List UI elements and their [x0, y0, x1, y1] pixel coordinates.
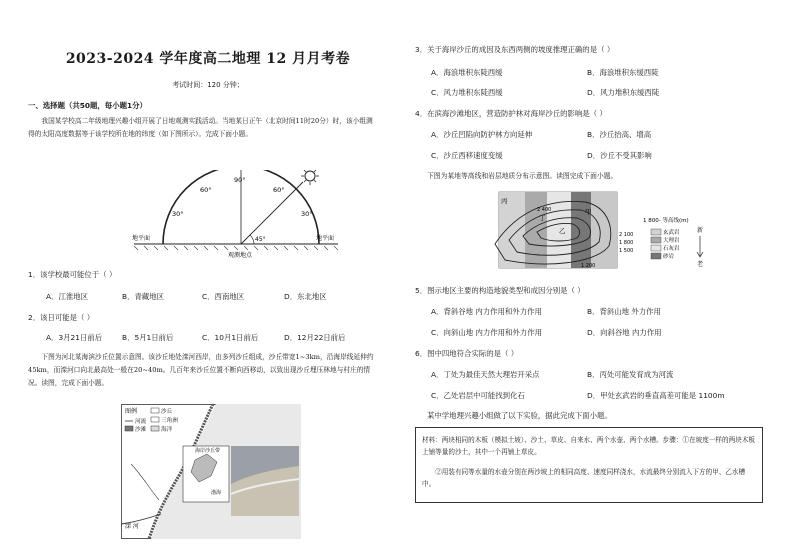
legend-sea: 海洋 [161, 427, 173, 433]
page-title: 2023-2024 学年度高二地理 12 月月考卷 [65, 51, 351, 67]
q3-option-d[interactable]: D．风力堆积东缓西陡 [587, 88, 660, 97]
question-6: 6．图中四地符合实际的是（ ） [415, 349, 519, 358]
label-yi: 乙 [559, 227, 566, 235]
legend-delta: 三角洲 [161, 418, 178, 424]
label-old: 老 [697, 261, 704, 268]
question-2: 2．该日可能是（ ） [28, 313, 95, 322]
q1-option-b[interactable]: B．青藏地区 [122, 292, 165, 301]
q6-option-c[interactable]: C．乙处岩层中可能找到化石 [431, 391, 525, 400]
label-ding: 丁 [539, 214, 546, 222]
coastal-dune-map [121, 404, 301, 539]
label-30-right: 30° [301, 210, 313, 218]
q4-option-c[interactable]: C．沙丘西移速度变缓 [431, 151, 503, 160]
q2-option-c[interactable]: C．10月1日前后 [202, 333, 259, 342]
section-heading: 一、选择题（共50题，每小题1分） [28, 101, 147, 110]
question-4: 4．在滨海沙滩地区，营造防护林对海岸沙丘的影响是（ ） [415, 109, 607, 118]
legend-river: 河流 [135, 419, 147, 425]
horizon-label-left: 地平面 [132, 235, 151, 242]
legend-title: 图例 [125, 408, 138, 415]
label-2100: 2 100 [619, 232, 634, 238]
label-1500: 1 500 [619, 248, 634, 254]
q6-option-d[interactable]: D．甲处玄武岩的垂直高差可能是 1100m [587, 391, 725, 400]
q2-option-b[interactable]: B．5月1日前后 [122, 333, 174, 342]
bay-label: 渤海 [211, 490, 222, 496]
legend-marble: 大理岩 [663, 238, 680, 244]
q5-option-d[interactable]: D．向斜谷地 内力作用 [587, 328, 662, 337]
material-text-2: ②用装有同等水量的水壶分别在两沙坡上的相同高度、速度同样浇水，水流最终分别流入下方的甲、乙水槽中。 [422, 468, 746, 488]
marble-zone [525, 192, 547, 268]
question-1: 1．该学校最可能位于（ ） [28, 270, 117, 279]
q4-option-d[interactable]: D．沙丘不受其影响 [587, 151, 652, 160]
question-5: 5．图示地区主要的构造地貌类型和成因分别是（ ） [415, 286, 585, 295]
dune-paragraph: 下图为河北某海滨沙丘位置示意图。该沙丘地处滦河西岸，由多列沙丘组成，沙丘带宽1~3km，沿海岸线延伸约45km，而滦河口向北最高处一般在20~40m。几百年来沙丘位置不断向西移动，以致出现沙丘埋压林地与村庄的情况。读图，完成下面小题。 [28, 353, 374, 387]
q1-option-d[interactable]: D．东北地区 [284, 292, 327, 301]
label-bing: 丙 [501, 197, 508, 205]
experiment-intro: 某中学地理兴趣小组做了以下实验，据此完成下面小题。 [427, 411, 612, 420]
sun-altitude-diagram [118, 170, 338, 262]
q3-option-b[interactable]: B．海浪堆积东缓西陡 [587, 68, 659, 77]
q3-option-a[interactable]: A．海浪堆积东陡西缓 [431, 68, 503, 77]
q4-option-a[interactable]: A．沙丘凹陷向防护林方向延伸 [431, 130, 533, 139]
legend-limestone: 石灰岩 [663, 246, 680, 252]
contour-geology-map [485, 184, 715, 276]
label-90: 90° [234, 176, 246, 184]
q1-option-c[interactable]: C．西南地区 [202, 292, 245, 301]
intro-paragraph: 我国某学校高二年级地理兴趣小组开展了日地观测实践活动。当地某日正午（北京时间11时20分）时，该小组测得的太阳高度数据等于该学校所在地的纬度（如下图所示）。完成下面小题。 [28, 117, 373, 138]
label-1200: 1 200 [581, 263, 596, 269]
contour-paragraph: 下图为某地等高线和岩层地质分布示意图。读图完成下面小题。 [427, 172, 618, 180]
observation-point-label: 观测地点 [228, 252, 253, 259]
inset-label: 海岸沙丘带 [195, 448, 221, 454]
label-1800: 1 800 [619, 240, 634, 246]
legend-dune: 沙丘 [161, 409, 173, 415]
legend-basalt: 玄武岩 [663, 230, 680, 236]
question-3: 3．关于海岸沙丘的成因及东西两侧的坡度推理正确的是（ ） [415, 45, 615, 54]
q6-option-b[interactable]: B．丙处可能发育成为河流 [587, 370, 674, 379]
label-45: 45° [255, 236, 266, 243]
legend-beach: 沙滩 [135, 427, 147, 433]
label-2400: 2 400 [537, 207, 552, 213]
label-new: 新 [697, 227, 704, 234]
q5-option-c[interactable]: C．向斜山地 内力作用和外力作用 [431, 328, 542, 337]
river-label: 滦 河 [125, 523, 139, 530]
q6-option-a[interactable]: A．丁处为最佳天然大理岩开采点 [431, 370, 540, 379]
label-60-left: 60° [200, 186, 212, 194]
legend-contour: 1 800- 等高线(m) [643, 218, 689, 224]
angle-arc [250, 235, 254, 244]
legend-sandstone: 砂岩 [663, 254, 675, 260]
q2-option-d[interactable]: D．12月22日前后 [284, 333, 346, 342]
label-30-left: 30° [172, 210, 184, 218]
label-60-right: 60° [273, 186, 285, 194]
material-box [415, 427, 763, 503]
q5-option-b[interactable]: B．背斜山地 外力作用 [587, 307, 661, 316]
q2-option-a[interactable]: A．3月21日前后 [46, 333, 103, 342]
sun-icon [301, 170, 319, 185]
label-jia: 甲 [585, 208, 592, 216]
sun-ray [241, 182, 303, 244]
q5-option-a[interactable]: A．背斜谷地 内力作用和外力作用 [431, 307, 542, 316]
q4-option-b[interactable]: B．沙丘抬高、增高 [587, 130, 652, 139]
q3-option-c[interactable]: C．风力堆积东陡西缓 [431, 88, 503, 97]
sandstone-zone [571, 192, 591, 268]
exam-time: 考试时间：120 分钟； [172, 81, 244, 89]
material-text: 材料：两块相同的木板（模拟土坡）、沙土、草皮、自来水、两个水壶、两个水槽。步骤：①在坡度一样的两块木板上铺等量的沙土，其中一个再铺上草皮。 [422, 436, 755, 456]
horizon-label-right: 地平面 [316, 235, 335, 242]
q1-option-a[interactable]: A．江淮地区 [46, 292, 89, 301]
